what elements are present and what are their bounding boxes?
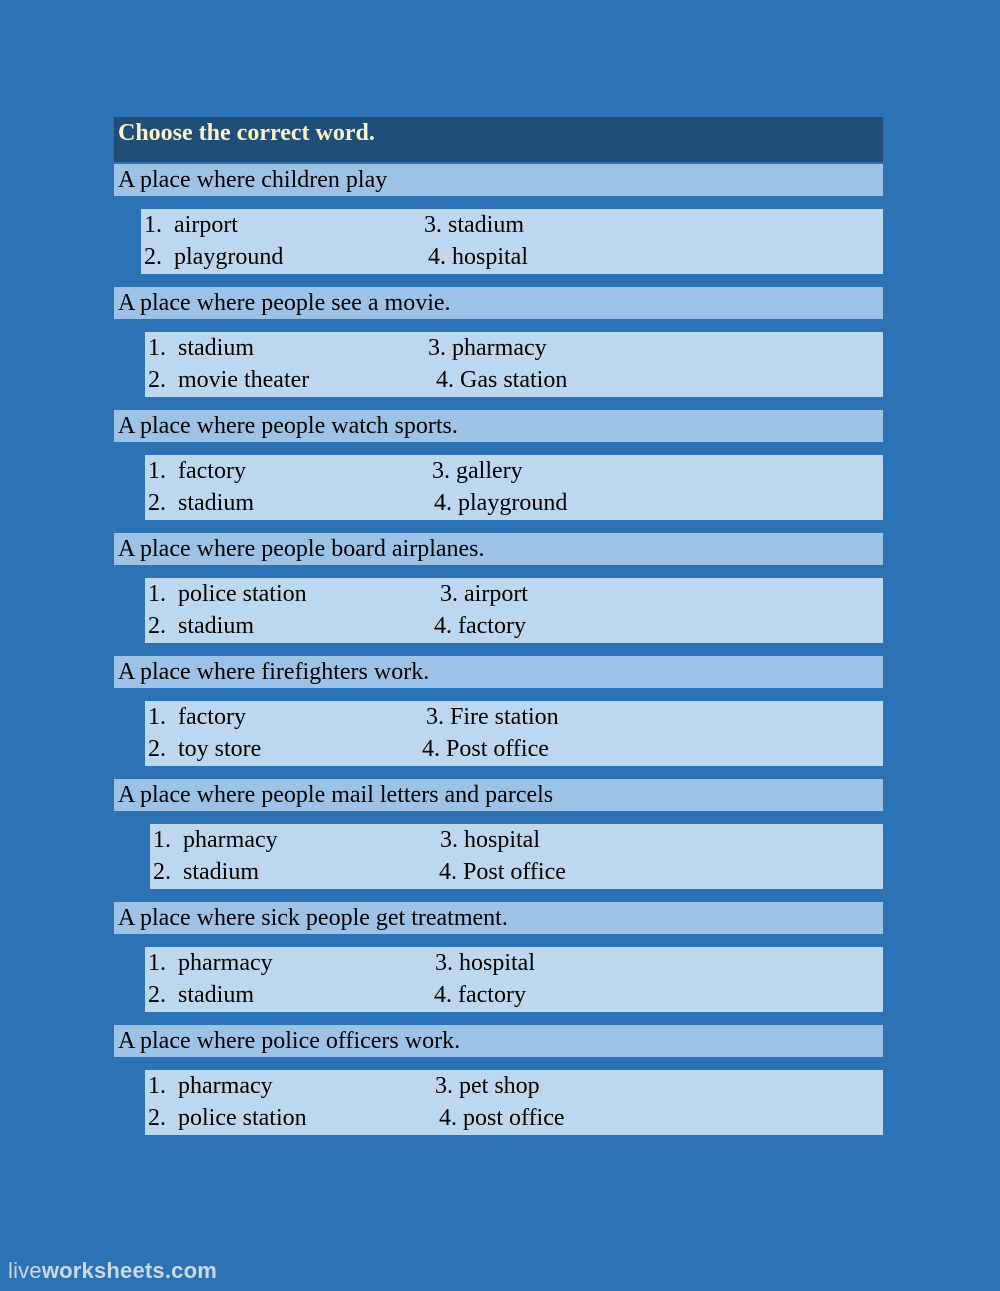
option-1[interactable] <box>148 578 307 610</box>
option-number: 1. <box>148 335 166 361</box>
option-1[interactable] <box>144 209 238 241</box>
option-number: 1. <box>144 212 162 238</box>
option-number: 2. <box>148 1105 166 1131</box>
option-number: 2. <box>148 490 166 516</box>
question-8-options <box>145 1070 883 1135</box>
option-3[interactable]: 3. airport <box>440 581 528 607</box>
logo-text-bold: worksheets <box>41 1258 165 1283</box>
question-4-options <box>145 578 883 643</box>
question-1-prompt: A place where children play <box>114 164 883 196</box>
option-2[interactable] <box>144 241 283 273</box>
option-number: 2. <box>148 367 166 393</box>
option-label: stadium <box>178 982 254 1008</box>
option-3[interactable]: 3. pet shop <box>435 1073 540 1099</box>
option-label: airport <box>174 212 238 238</box>
question-5-prompt: A place where firefighters work. <box>114 656 883 688</box>
option-4[interactable]: 4. hospital <box>428 244 528 270</box>
option-label: stadium <box>178 335 254 361</box>
question-5-options <box>145 701 883 766</box>
question-8-prompt: A place where police officers work. <box>114 1025 883 1057</box>
question-2-prompt: A place where people see a movie. <box>114 287 883 319</box>
option-label: movie theater <box>178 367 310 393</box>
option-number: 1. <box>148 458 166 484</box>
option-4[interactable]: 4. factory <box>434 982 526 1008</box>
liveworksheets-logo <box>8 1258 217 1284</box>
option-label: pharmacy <box>183 827 278 853</box>
question-6-prompt: A place where people mail letters and parcels <box>114 779 883 811</box>
option-1[interactable] <box>148 1070 273 1102</box>
option-label: police station <box>178 581 307 607</box>
logo-text-light: live <box>8 1258 42 1283</box>
option-4[interactable]: 4. post office <box>439 1105 565 1131</box>
option-number: 2. <box>144 244 162 270</box>
option-number: 1. <box>148 950 166 976</box>
option-label: pharmacy <box>178 950 273 976</box>
option-label: stadium <box>178 490 254 516</box>
question-3-options <box>145 455 883 520</box>
option-number: 1. <box>148 581 166 607</box>
option-label: stadium <box>178 613 254 639</box>
option-number: 1. <box>153 827 171 853</box>
option-number: 2. <box>148 613 166 639</box>
question-7-options <box>145 947 883 1012</box>
question-7-prompt: A place where sick people get treatment. <box>114 902 883 934</box>
option-label: police station <box>178 1105 307 1131</box>
option-4[interactable]: 4. Post office <box>439 859 566 885</box>
option-number: 1. <box>148 1073 166 1099</box>
option-label: toy store <box>178 736 262 762</box>
option-label: factory <box>178 704 246 730</box>
question-6-options <box>150 824 883 889</box>
logo-text-tld: .com <box>164 1258 218 1283</box>
option-number: 2. <box>148 982 166 1008</box>
option-2[interactable] <box>148 1102 307 1134</box>
worksheet-title: Choose the correct word. <box>114 117 883 162</box>
option-3[interactable]: 3. hospital <box>440 827 540 853</box>
option-label: stadium <box>183 859 259 885</box>
option-4[interactable]: 4. Gas station <box>436 367 568 393</box>
question-2-options <box>145 332 883 397</box>
option-3[interactable]: 3. pharmacy <box>428 335 547 361</box>
option-2[interactable] <box>148 364 309 396</box>
option-4[interactable]: 4. playground <box>434 490 568 516</box>
option-number: 2. <box>148 736 166 762</box>
option-1[interactable] <box>148 455 246 487</box>
option-3[interactable]: 3. gallery <box>432 458 523 484</box>
option-3[interactable]: 3. Fire station <box>426 704 559 730</box>
option-3[interactable]: 3. stadium <box>424 212 524 238</box>
question-3-prompt: A place where people watch sports. <box>114 410 883 442</box>
option-1[interactable] <box>148 332 254 364</box>
option-4[interactable]: 4. Post office <box>422 736 549 762</box>
option-2[interactable] <box>148 979 254 1011</box>
option-label: factory <box>178 458 246 484</box>
question-1-options <box>141 209 883 274</box>
option-label: pharmacy <box>178 1073 273 1099</box>
option-1[interactable] <box>148 947 273 979</box>
worksheet <box>114 117 883 1148</box>
option-1[interactable] <box>153 824 278 856</box>
option-1[interactable] <box>148 701 246 733</box>
option-3[interactable]: 3. hospital <box>435 950 535 976</box>
option-2[interactable] <box>148 610 254 642</box>
question-4-prompt: A place where people board airplanes. <box>114 533 883 565</box>
option-2[interactable] <box>148 733 261 765</box>
option-2[interactable] <box>153 856 259 888</box>
option-number: 1. <box>148 704 166 730</box>
option-number: 2. <box>153 859 171 885</box>
option-label: playground <box>174 244 284 270</box>
option-4[interactable]: 4. factory <box>434 613 526 639</box>
option-2[interactable] <box>148 487 254 519</box>
